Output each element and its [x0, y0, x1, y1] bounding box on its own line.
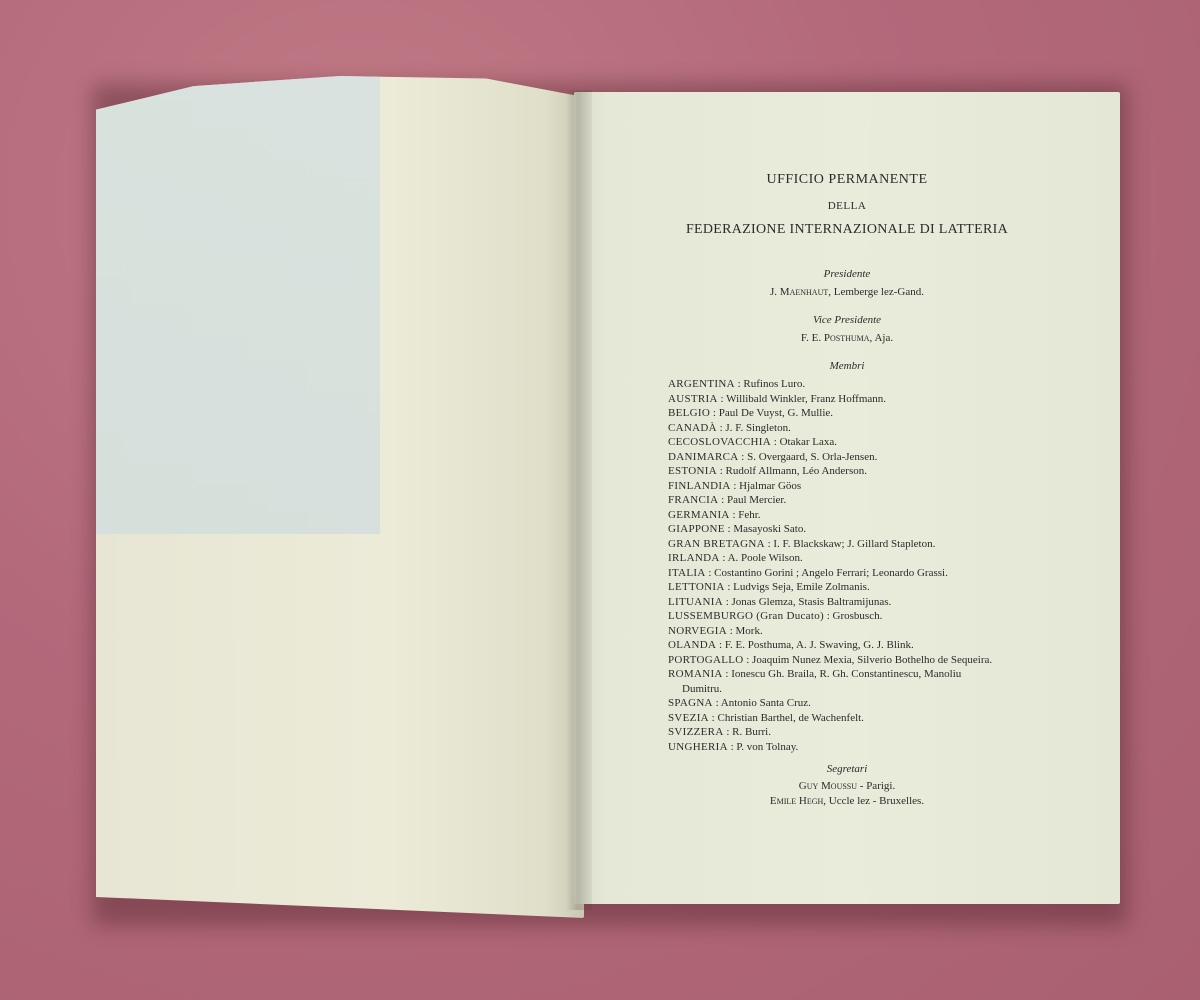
member-separator: :	[705, 566, 715, 579]
booklet-spine	[566, 90, 592, 910]
member-row	[668, 450, 1058, 465]
member-names: S. Overgaard, S. Orla-Jensen.	[747, 450, 878, 463]
member-country: GERMANIA	[668, 508, 730, 521]
member-country: SPAGNA	[668, 697, 713, 709]
member-row	[668, 711, 1058, 726]
president-name: J. Maenhaut	[770, 286, 829, 298]
member-row	[668, 377, 1058, 392]
member-row	[668, 479, 1058, 494]
heading-line-1: UFFICIO PERMANENTE	[766, 172, 928, 187]
member-row	[668, 508, 1058, 523]
member-separator: :	[722, 595, 732, 608]
vice-president-name-line	[574, 332, 1120, 344]
secretary-1-line	[574, 780, 1120, 792]
member-row	[668, 493, 1058, 508]
member-names: Jonas Glemza, Stasis Baltramijunas.	[731, 595, 892, 608]
member-country: SVEZIA	[668, 711, 709, 724]
member-names: Joaquim Nunez Mexia, Silverio Bothelho de Sequeira.	[752, 653, 993, 666]
member-row	[668, 725, 1058, 740]
member-row	[668, 740, 1058, 755]
member-row	[668, 638, 1058, 653]
member-names-continuation: Dumitru.	[682, 682, 723, 695]
vice-president-name: F. E. Posthuma	[800, 332, 870, 344]
member-country: ITALIA	[668, 566, 706, 579]
member-row	[668, 537, 1058, 552]
member-names: Mork.	[735, 624, 763, 637]
member-country: DANIMARCA	[668, 450, 739, 463]
member-row	[668, 421, 1058, 436]
member-names: Christian Barthel, de Wachenfelt.	[717, 711, 864, 724]
member-separator: :	[723, 726, 733, 738]
member-row	[668, 406, 1058, 421]
left-page-blank	[96, 76, 584, 918]
member-names: P. von Tolnay.	[736, 740, 799, 753]
member-separator: :	[764, 537, 774, 550]
member-separator: :	[716, 465, 726, 477]
member-names: Rudolf Allmann, Léo Anderson.	[725, 465, 867, 477]
vice-president-place: , Aja.	[869, 332, 894, 344]
member-row	[668, 595, 1058, 610]
member-country: NORVEGIA	[668, 624, 727, 637]
member-country: ROMANIA	[668, 668, 723, 680]
member-names: Willibald Winkler, Franz Hoffmann.	[726, 392, 887, 405]
member-names: Otakar Laxa.	[779, 436, 837, 448]
member-separator: :	[712, 697, 721, 709]
president-role: Presidente	[823, 268, 871, 280]
member-names: Hjalmar Göos	[739, 479, 802, 492]
member-row	[668, 522, 1058, 537]
member-names: R. Burri.	[732, 726, 771, 738]
members-label: Membri	[829, 360, 865, 372]
member-country: BELGIO	[668, 407, 711, 419]
member-country: LITUANIA	[668, 595, 723, 608]
member-separator: :	[719, 552, 728, 564]
member-separator: :	[771, 436, 780, 448]
member-separator: :	[717, 392, 727, 405]
member-separator: :	[729, 508, 739, 521]
member-country: IRLANDA	[668, 552, 720, 564]
member-names: Fehr.	[738, 508, 761, 521]
member-separator: :	[823, 610, 833, 622]
member-separator: :	[722, 668, 732, 680]
member-names: Antonio Santa Cruz.	[720, 697, 811, 709]
left-page-faded-area	[96, 76, 380, 534]
member-row	[668, 667, 1058, 696]
secretary-2-name: Emile Hegh	[769, 795, 824, 807]
member-row	[668, 609, 1058, 624]
member-separator: :	[716, 421, 726, 434]
member-names: Paul Mercier.	[726, 494, 787, 506]
member-separator: :	[708, 711, 718, 724]
member-country: GIAPPONE	[668, 523, 725, 535]
member-separator: :	[710, 407, 719, 419]
president-place: , Lemberge lez-Gand.	[828, 286, 924, 298]
member-country: LETTONIA	[668, 581, 725, 593]
member-separator: :	[726, 624, 736, 637]
member-names: Rufinos Luro.	[743, 378, 806, 390]
member-names: Ludvigs Seja, Emile Zolmanis.	[733, 581, 870, 593]
member-row	[668, 696, 1058, 711]
vice-president-role: Vice Presidente	[812, 314, 882, 326]
secretary-2-place: , Uccle lez - Bruxelles.	[823, 795, 925, 807]
member-country: LUSSEMBURGO (Gran Ducato)	[668, 610, 824, 622]
heading-line-2: DELLA	[827, 200, 867, 212]
member-country: SVIZZERA	[668, 726, 724, 738]
member-names: Grosbusch.	[832, 610, 883, 622]
member-country: FRANCIA	[668, 494, 719, 506]
member-row	[668, 653, 1058, 668]
member-separator: :	[724, 523, 734, 535]
members-list	[668, 377, 1058, 754]
member-country: GRAN BRETAGNA	[668, 537, 765, 550]
member-row	[668, 580, 1058, 595]
member-row	[668, 551, 1058, 566]
member-separator: :	[716, 639, 725, 651]
member-country: FINLANDIA	[668, 479, 731, 492]
member-separator: :	[734, 378, 744, 390]
member-row	[668, 435, 1058, 450]
secretaries-label: Segretari	[826, 763, 868, 775]
member-separator: :	[730, 479, 740, 492]
secretary-1-name: Guy Moussu	[798, 780, 858, 792]
member-row	[668, 392, 1058, 407]
member-names: Ionescu Gh. Braila, R. Gh. Constantinescu, Manoliu	[731, 668, 962, 680]
member-separator: :	[724, 581, 734, 593]
member-names: Costantino Gorini ; Angelo Ferrari; Leonardo Grassi.	[714, 566, 948, 579]
member-separator: :	[727, 740, 737, 753]
member-names: J. F. Singleton.	[725, 421, 791, 434]
member-names: A. Poole Wilson.	[727, 552, 803, 564]
member-row	[668, 624, 1058, 639]
member-country: CECOSLOVACCHIA	[668, 436, 772, 448]
member-country: OLANDA	[668, 639, 717, 651]
member-row	[668, 566, 1058, 581]
member-separator: :	[738, 450, 748, 463]
member-names: Paul De Vuyst, G. Mullie.	[718, 407, 834, 419]
member-names: F. E. Posthuma, A. J. Swaving, G. J. Blink.	[724, 639, 914, 651]
member-country: CANADÀ	[668, 421, 717, 434]
member-names: I. F. Blackskaw; J. Gillard Stapleton.	[773, 537, 936, 550]
member-country: AUSTRIA	[668, 392, 718, 405]
secretary-2-line	[574, 795, 1120, 807]
president-name-line	[574, 286, 1120, 298]
right-page	[574, 92, 1120, 904]
member-country: PORTOGALLO	[668, 653, 744, 666]
member-row	[668, 464, 1058, 479]
secretary-1-place: - Parigi.	[857, 780, 896, 792]
member-names: Masayoski Sato.	[733, 523, 807, 535]
member-separator: :	[718, 494, 727, 506]
member-separator: :	[743, 653, 753, 666]
member-country: UNGHERIA	[668, 740, 728, 753]
heading-line-3: FEDERAZIONE INTERNAZIONALE DI LATTERIA	[685, 222, 1009, 237]
member-country: ESTONIA	[668, 465, 717, 477]
member-country: ARGENTINA	[668, 378, 735, 390]
